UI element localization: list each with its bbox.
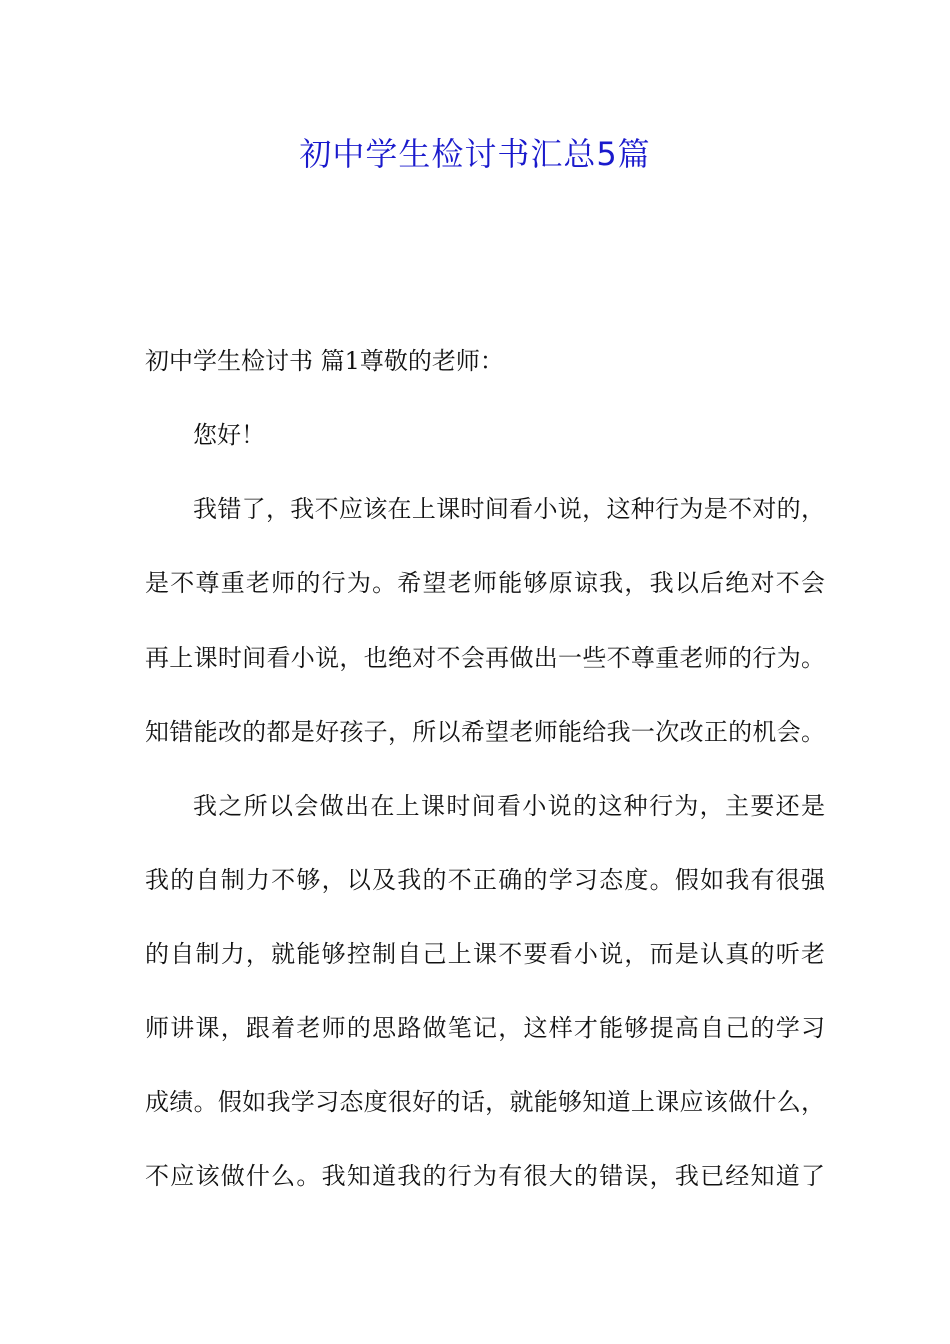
- text-line: 的自制力，就能够控制自己上课不要看小说，而是认真的听老: [145, 940, 825, 968]
- text-line: 知错能改的都是好孩子，所以希望老师能给我一次改正的机会。: [145, 718, 825, 746]
- text-line: 成绩。假如我学习态度很好的话，就能够知道上课应该做什么，: [145, 1088, 825, 1116]
- document-title: 初中学生检讨书汇总5篇: [299, 135, 651, 173]
- text-line: 我的自制力不够，以及我的不正确的学习态度。假如我有很强: [145, 866, 825, 894]
- text-line: 再上课时间看小说，也绝对不会再做出一些不尊重老师的行为。: [145, 644, 825, 672]
- text-line-heading: 初中学生检讨书 篇1尊敬的老师：: [145, 347, 504, 375]
- text-line: 我错了，我不应该在上课时间看小说，这种行为是不对的，: [193, 495, 825, 523]
- text-line: 师讲课，跟着老师的思路做笔记，这样才能够提高自己的学习: [145, 1014, 825, 1042]
- text-line: 我之所以会做出在上课时间看小说的这种行为，主要还是: [193, 792, 825, 820]
- text-line-greeting: 您好！: [193, 421, 265, 449]
- text-line: 是不尊重老师的行为。希望老师能够原谅我，我以后绝对不会: [145, 569, 825, 597]
- text-line: 不应该做什么。我知道我的行为有很大的错误，我已经知道了: [145, 1162, 825, 1190]
